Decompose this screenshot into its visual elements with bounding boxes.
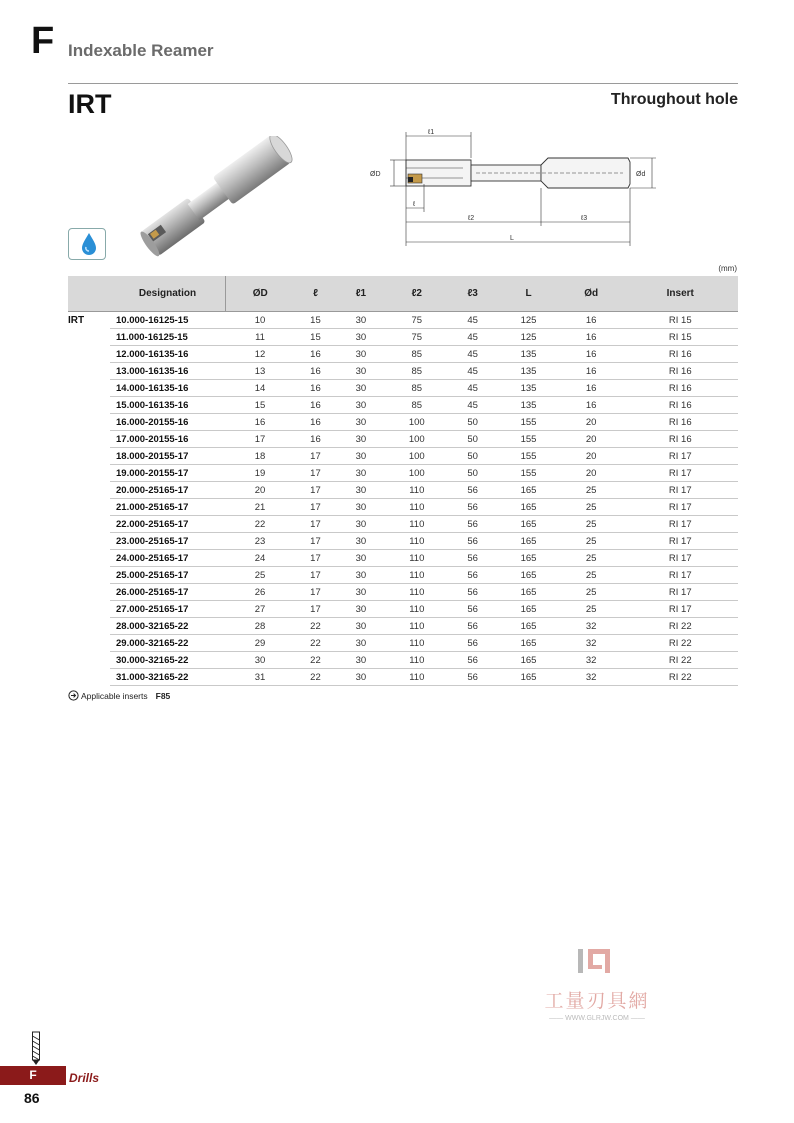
dim-label-l: ℓ: [413, 201, 416, 208]
footer-section-label: Drills: [69, 1071, 100, 1085]
dim-label-d: Ød: [636, 171, 646, 178]
watermark: [527, 945, 667, 1022]
cell-L: 135: [497, 380, 560, 397]
spec-table: [68, 276, 738, 686]
cell-insert: RI 16: [623, 397, 738, 414]
cell-l: 22: [295, 669, 337, 686]
family-cell: [68, 567, 110, 584]
section-title: Indexable Reamer: [68, 41, 214, 60]
cell-insert: RI 17: [623, 584, 738, 601]
cell-l2: 100: [385, 414, 448, 431]
table-row: [68, 329, 738, 346]
cell-l2: 110: [385, 567, 448, 584]
cell-l: 16: [295, 346, 337, 363]
header-l3: ℓ3: [448, 276, 497, 312]
cell-L: 165: [497, 499, 560, 516]
spec-header-row: [68, 276, 738, 312]
cell-l3: 45: [448, 397, 497, 414]
cell-l2: 110: [385, 516, 448, 533]
cell-l3: 56: [448, 516, 497, 533]
cell-od: 26: [226, 584, 295, 601]
cell-insert: RI 17: [623, 448, 738, 465]
header-L: L: [497, 276, 560, 312]
cell-L: 155: [497, 431, 560, 448]
cell-L: 165: [497, 618, 560, 635]
cell-l: 16: [295, 363, 337, 380]
cell-L: 135: [497, 346, 560, 363]
cell-l2: 75: [385, 312, 448, 329]
cell-l3: 45: [448, 346, 497, 363]
cell-insert: RI 16: [623, 380, 738, 397]
cell-designation: 31.000-32165-22: [110, 669, 226, 686]
cell-l2: 110: [385, 584, 448, 601]
cell-designation: 19.000-20155-17: [110, 465, 226, 482]
cell-l3: 56: [448, 533, 497, 550]
header-insert: Insert: [623, 276, 738, 312]
cell-d: 32: [560, 652, 623, 669]
drill-icon: [31, 1030, 41, 1066]
cell-d: 16: [560, 397, 623, 414]
cell-od: 27: [226, 601, 295, 618]
cell-designation: 14.000-16135-16: [110, 380, 226, 397]
cell-l: 15: [295, 312, 337, 329]
cell-insert: RI 16: [623, 431, 738, 448]
cell-L: 165: [497, 550, 560, 567]
cell-l3: 50: [448, 465, 497, 482]
cell-l1: 30: [336, 346, 385, 363]
cell-l: 17: [295, 550, 337, 567]
dim-label-l3: ℓ3: [581, 215, 588, 222]
table-row: [68, 312, 738, 329]
header-od: ØD: [226, 276, 295, 312]
cell-L: 165: [497, 516, 560, 533]
cell-l1: 30: [336, 414, 385, 431]
cell-insert: RI 17: [623, 567, 738, 584]
cell-L: 155: [497, 448, 560, 465]
cell-L: 165: [497, 482, 560, 499]
cell-l2: 100: [385, 448, 448, 465]
cell-l1: 30: [336, 635, 385, 652]
cell-L: 165: [497, 652, 560, 669]
coolant-drop-icon: [69, 229, 105, 259]
family-cell: [68, 533, 110, 550]
cell-l1: 30: [336, 431, 385, 448]
cell-d: 16: [560, 363, 623, 380]
cell-l1: 30: [336, 482, 385, 499]
footer-section-tab[interactable]: F: [0, 1066, 66, 1085]
cell-d: 16: [560, 346, 623, 363]
cell-l: 17: [295, 482, 337, 499]
cell-l: 16: [295, 380, 337, 397]
cell-od: 28: [226, 618, 295, 635]
cell-L: 125: [497, 329, 560, 346]
cell-od: 13: [226, 363, 295, 380]
cell-od: 15: [226, 397, 295, 414]
cell-d: 20: [560, 414, 623, 431]
table-row: [68, 397, 738, 414]
cell-l3: 56: [448, 482, 497, 499]
cell-l3: 45: [448, 363, 497, 380]
watermark-url: —— WWW.GLRJW.COM ——: [549, 1015, 645, 1022]
cell-l1: 30: [336, 465, 385, 482]
cell-l: 16: [295, 397, 337, 414]
table-row: [68, 516, 738, 533]
family-cell: [68, 516, 110, 533]
cell-l: 17: [295, 516, 337, 533]
cell-od: 11: [226, 329, 295, 346]
family-cell: [68, 363, 110, 380]
cell-designation: 18.000-20155-17: [110, 448, 226, 465]
cell-l1: 30: [336, 618, 385, 635]
cell-l2: 85: [385, 380, 448, 397]
family-cell: [68, 635, 110, 652]
cell-l1: 30: [336, 567, 385, 584]
cell-designation: 29.000-32165-22: [110, 635, 226, 652]
family-cell: [68, 618, 110, 635]
cell-l1: 30: [336, 448, 385, 465]
header-family: [68, 276, 110, 312]
family-cell: [68, 499, 110, 516]
table-row: [68, 482, 738, 499]
cell-d: 32: [560, 635, 623, 652]
family-cell: [68, 465, 110, 482]
cell-od: 10: [226, 312, 295, 329]
table-row: [68, 431, 738, 448]
cell-L: 155: [497, 465, 560, 482]
family-cell: [68, 414, 110, 431]
cell-l2: 110: [385, 618, 448, 635]
cell-designation: 21.000-25165-17: [110, 499, 226, 516]
cell-designation: 24.000-25165-17: [110, 550, 226, 567]
cell-insert: RI 16: [623, 414, 738, 431]
spec-body: [68, 312, 738, 686]
cell-l3: 56: [448, 584, 497, 601]
cell-l: 16: [295, 431, 337, 448]
cell-L: 135: [497, 397, 560, 414]
applicable-ref[interactable]: F85: [155, 690, 171, 701]
cell-insert: RI 22: [623, 618, 738, 635]
table-row: [68, 363, 738, 380]
family-cell: [68, 431, 110, 448]
cell-l: 16: [295, 414, 337, 431]
cell-L: 165: [497, 567, 560, 584]
cell-designation: 11.000-16125-15: [110, 329, 226, 346]
cell-l: 17: [295, 567, 337, 584]
cell-l2: 110: [385, 550, 448, 567]
cell-insert: RI 17: [623, 533, 738, 550]
table-row: [68, 635, 738, 652]
cell-designation: 20.000-25165-17: [110, 482, 226, 499]
cell-l2: 100: [385, 431, 448, 448]
cell-designation: 22.000-25165-17: [110, 516, 226, 533]
cell-l3: 56: [448, 601, 497, 618]
dim-label-od: ØD: [370, 171, 381, 178]
cell-L: 165: [497, 584, 560, 601]
family-cell: [68, 380, 110, 397]
header-d: Ød: [560, 276, 623, 312]
cell-L: 125: [497, 312, 560, 329]
cell-d: 20: [560, 431, 623, 448]
cell-l3: 56: [448, 499, 497, 516]
cell-d: 25: [560, 550, 623, 567]
cell-od: 18: [226, 448, 295, 465]
cell-l3: 45: [448, 312, 497, 329]
cell-d: 20: [560, 448, 623, 465]
cell-l2: 85: [385, 363, 448, 380]
cell-insert: RI 15: [623, 329, 738, 346]
cell-d: 16: [560, 329, 623, 346]
header-designation: Designation: [110, 276, 226, 312]
cell-l2: 85: [385, 397, 448, 414]
cell-d: 25: [560, 499, 623, 516]
cell-l3: 50: [448, 431, 497, 448]
cell-L: 165: [497, 669, 560, 686]
cell-od: 24: [226, 550, 295, 567]
cell-l1: 30: [336, 499, 385, 516]
cell-L: 165: [497, 601, 560, 618]
cell-designation: 28.000-32165-22: [110, 618, 226, 635]
unit-note: (mm): [718, 264, 737, 273]
cell-l1: 30: [336, 380, 385, 397]
cell-od: 21: [226, 499, 295, 516]
cell-d: 32: [560, 669, 623, 686]
cell-l1: 30: [336, 516, 385, 533]
cell-l1: 30: [336, 550, 385, 567]
cell-insert: RI 22: [623, 669, 738, 686]
cell-l: 22: [295, 635, 337, 652]
cell-insert: RI 22: [623, 652, 738, 669]
reamer-dimension-drawing: [368, 126, 668, 250]
cell-l: 17: [295, 601, 337, 618]
table-row: [68, 550, 738, 567]
table-row: [68, 465, 738, 482]
family-cell: [68, 601, 110, 618]
family-cell: [68, 482, 110, 499]
watermark-logo: [572, 945, 622, 977]
table-row: [68, 380, 738, 397]
reamer-photo: [118, 136, 308, 261]
cell-l2: 85: [385, 346, 448, 363]
cell-insert: RI 17: [623, 516, 738, 533]
cell-l1: 30: [336, 601, 385, 618]
cell-insert: RI 16: [623, 363, 738, 380]
cell-l: 22: [295, 652, 337, 669]
table-row: [68, 618, 738, 635]
cell-l3: 50: [448, 414, 497, 431]
cell-insert: RI 15: [623, 312, 738, 329]
cell-l2: 110: [385, 652, 448, 669]
cell-l3: 56: [448, 652, 497, 669]
header-l: ℓ: [295, 276, 337, 312]
cell-designation: 26.000-25165-17: [110, 584, 226, 601]
table-row: [68, 567, 738, 584]
section-letter: F: [31, 20, 55, 62]
table-row: [68, 499, 738, 516]
cell-l1: 30: [336, 584, 385, 601]
cell-l3: 56: [448, 669, 497, 686]
cell-od: 25: [226, 567, 295, 584]
cell-L: 135: [497, 363, 560, 380]
cell-d: 20: [560, 465, 623, 482]
cell-d: 16: [560, 312, 623, 329]
cell-insert: RI 17: [623, 550, 738, 567]
cell-l: 17: [295, 448, 337, 465]
cell-d: 25: [560, 567, 623, 584]
cell-l: 17: [295, 499, 337, 516]
cell-od: 16: [226, 414, 295, 431]
cell-l3: 56: [448, 635, 497, 652]
cell-d: 25: [560, 482, 623, 499]
family-cell: [68, 550, 110, 567]
cell-od: 23: [226, 533, 295, 550]
applicable-text: Applicable inserts: [81, 690, 148, 701]
table-row: [68, 346, 738, 363]
cell-L: 155: [497, 414, 560, 431]
cell-l2: 110: [385, 601, 448, 618]
cell-designation: 27.000-25165-17: [110, 601, 226, 618]
table-row: [68, 448, 738, 465]
cell-l: 15: [295, 329, 337, 346]
cell-l3: 56: [448, 550, 497, 567]
dim-label-L: L: [510, 235, 514, 242]
cell-l2: 110: [385, 499, 448, 516]
cell-l2: 75: [385, 329, 448, 346]
cell-od: 14: [226, 380, 295, 397]
cell-insert: RI 17: [623, 601, 738, 618]
table-row: [68, 584, 738, 601]
cell-l1: 30: [336, 533, 385, 550]
cell-l2: 110: [385, 635, 448, 652]
family-cell: [68, 397, 110, 414]
cell-l1: 30: [336, 397, 385, 414]
cell-l1: 30: [336, 363, 385, 380]
cell-l3: 56: [448, 618, 497, 635]
table-row: [68, 601, 738, 618]
link-arrow-icon: [68, 690, 79, 701]
cell-l3: 45: [448, 329, 497, 346]
cell-insert: RI 16: [623, 346, 738, 363]
cell-od: 19: [226, 465, 295, 482]
cell-d: 25: [560, 601, 623, 618]
applicable-inserts-note: [68, 690, 170, 701]
cell-d: 25: [560, 533, 623, 550]
family-cell: [68, 652, 110, 669]
cell-insert: RI 17: [623, 465, 738, 482]
cell-L: 165: [497, 635, 560, 652]
cell-l3: 50: [448, 448, 497, 465]
family-cell: [68, 329, 110, 346]
cell-l2: 110: [385, 482, 448, 499]
family-cell: [68, 584, 110, 601]
header-l2: ℓ2: [385, 276, 448, 312]
cell-insert: RI 22: [623, 635, 738, 652]
cell-designation: 16.000-20155-16: [110, 414, 226, 431]
header-l1: ℓ1: [336, 276, 385, 312]
cell-l: 17: [295, 584, 337, 601]
cell-insert: RI 17: [623, 499, 738, 516]
cell-od: 17: [226, 431, 295, 448]
cell-designation: 30.000-32165-22: [110, 652, 226, 669]
family-cell: [68, 346, 110, 363]
cell-od: 30: [226, 652, 295, 669]
cell-l1: 30: [336, 312, 385, 329]
cell-l: 22: [295, 618, 337, 635]
cell-d: 16: [560, 380, 623, 397]
cell-l: 17: [295, 533, 337, 550]
family-cell: [68, 669, 110, 686]
family-cell: [68, 448, 110, 465]
cell-l1: 30: [336, 669, 385, 686]
cell-od: 12: [226, 346, 295, 363]
cell-insert: RI 17: [623, 482, 738, 499]
cell-designation: 23.000-25165-17: [110, 533, 226, 550]
cell-l: 17: [295, 465, 337, 482]
cell-l2: 110: [385, 669, 448, 686]
dim-label-l2: ℓ2: [468, 215, 475, 222]
cell-designation: 13.000-16135-16: [110, 363, 226, 380]
table-row: [68, 414, 738, 431]
table-row: [68, 669, 738, 686]
cell-d: 25: [560, 584, 623, 601]
cell-l2: 100: [385, 465, 448, 482]
family-code: IRT: [68, 314, 85, 326]
cell-L: 165: [497, 533, 560, 550]
watermark-chinese-text: 工量刃具網: [544, 990, 650, 1012]
cell-l3: 45: [448, 380, 497, 397]
cell-l3: 56: [448, 567, 497, 584]
cell-designation: 25.000-25165-17: [110, 567, 226, 584]
cell-l2: 110: [385, 533, 448, 550]
cell-d: 25: [560, 516, 623, 533]
cell-od: 20: [226, 482, 295, 499]
cell-l1: 30: [336, 329, 385, 346]
dim-label-l1: ℓ1: [428, 129, 435, 136]
cell-od: 31: [226, 669, 295, 686]
table-row: [68, 652, 738, 669]
cell-designation: 12.000-16135-16: [110, 346, 226, 363]
cell-designation: 10.000-16125-15: [110, 312, 226, 329]
cell-d: 32: [560, 618, 623, 635]
cell-od: 29: [226, 635, 295, 652]
product-code: IRT: [68, 89, 112, 119]
cell-designation: 17.000-20155-16: [110, 431, 226, 448]
page-number: 86: [24, 1090, 40, 1106]
cell-l1: 30: [336, 652, 385, 669]
coolant-badge: [68, 228, 106, 260]
header-divider: [68, 83, 738, 84]
cell-designation: 15.000-16135-16: [110, 397, 226, 414]
product-subtitle: Throughout hole: [610, 91, 738, 108]
cell-od: 22: [226, 516, 295, 533]
table-row: [68, 533, 738, 550]
